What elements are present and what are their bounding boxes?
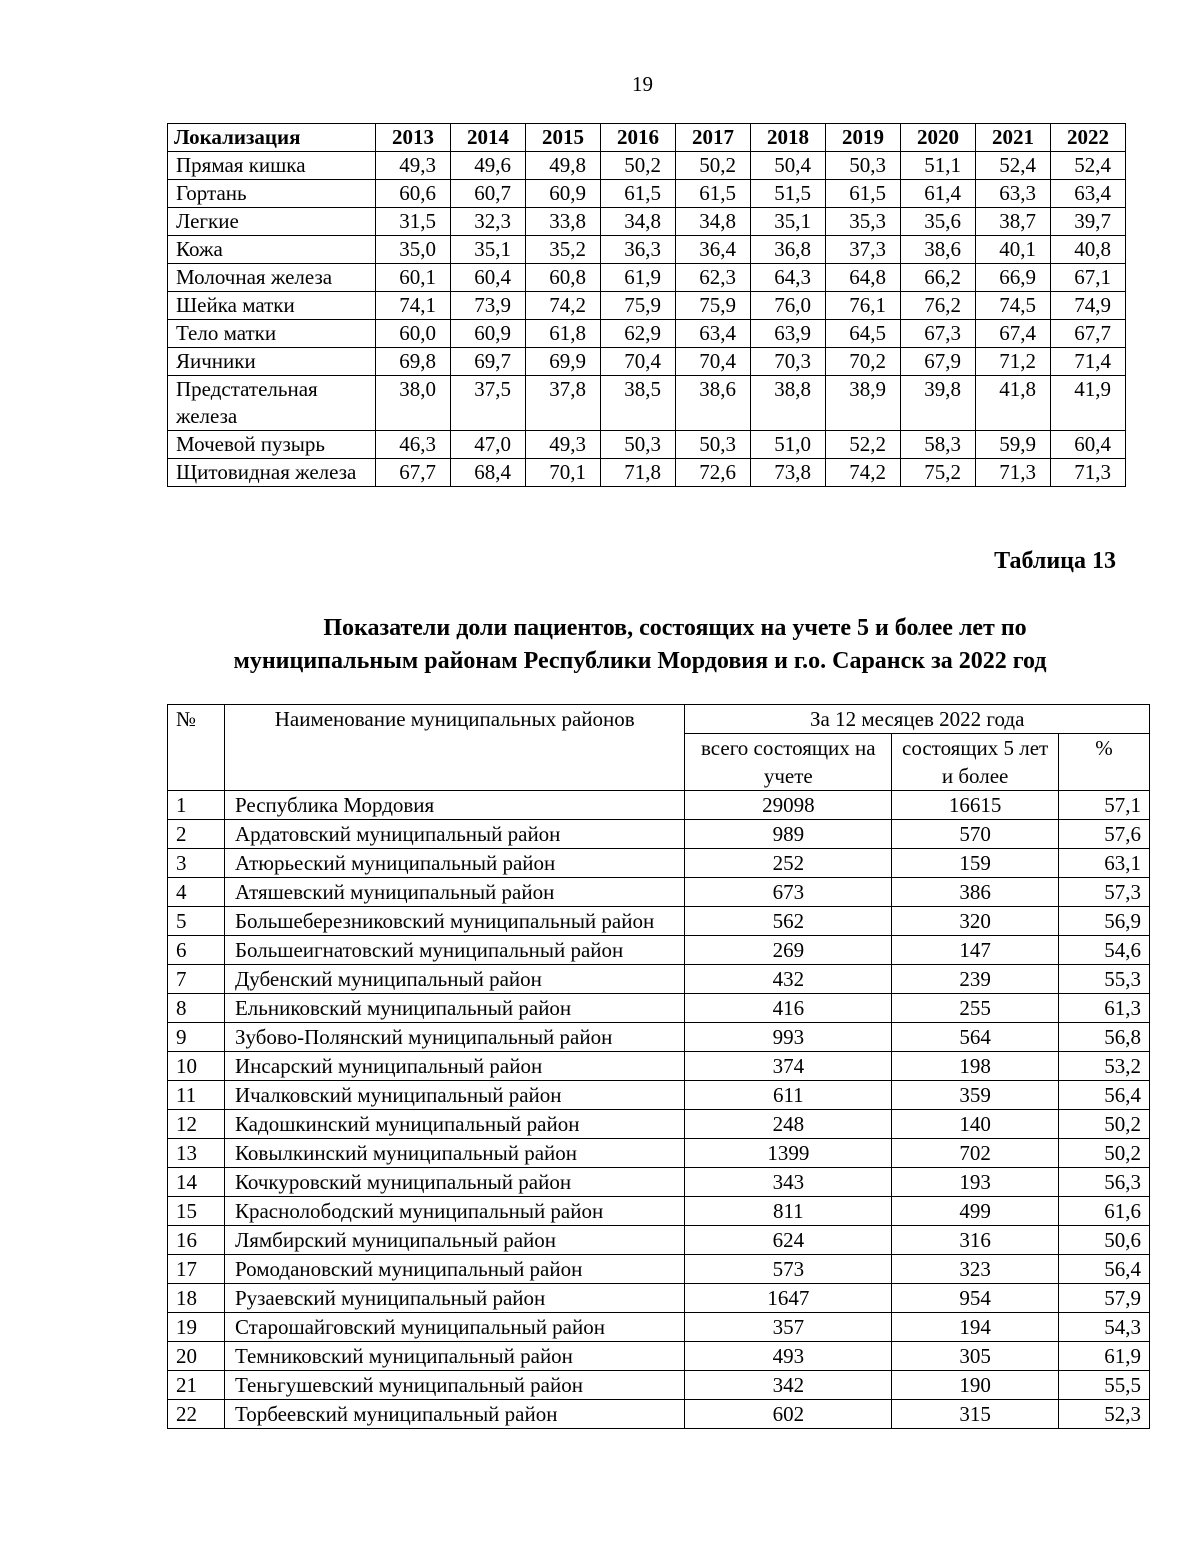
value-cell: 38,6	[901, 236, 976, 264]
value-cell: 60,9	[451, 320, 526, 348]
row-number: 17	[168, 1255, 225, 1284]
table-title	[160, 612, 1120, 678]
value-cell: 60,0	[376, 320, 451, 348]
over5-count: 315	[892, 1400, 1059, 1429]
value-cell: 70,4	[601, 348, 676, 376]
localization-label: Предстательная железа	[168, 376, 376, 431]
localization-table	[167, 123, 1126, 487]
value-cell: 70,4	[676, 348, 751, 376]
total-count: 989	[685, 820, 892, 849]
value-cell: 62,9	[601, 320, 676, 348]
value-cell: 33,8	[526, 208, 601, 236]
value-cell: 68,4	[451, 459, 526, 487]
total-count: 573	[685, 1255, 892, 1284]
header-total: всего состоящих на учете	[685, 734, 892, 791]
percent-value: 56,3	[1059, 1168, 1150, 1197]
value-cell: 67,7	[376, 459, 451, 487]
row-number: 11	[168, 1081, 225, 1110]
value-cell: 64,5	[826, 320, 901, 348]
value-cell: 70,2	[826, 348, 901, 376]
value-cell: 50,2	[601, 152, 676, 180]
total-count: 562	[685, 907, 892, 936]
total-count: 811	[685, 1197, 892, 1226]
district-name: Темниковский муниципальный район	[224, 1342, 684, 1371]
total-count: 1399	[685, 1139, 892, 1168]
value-cell: 35,3	[826, 208, 901, 236]
table-row	[168, 820, 1150, 849]
value-cell: 34,8	[601, 208, 676, 236]
row-number: 4	[168, 878, 225, 907]
table-row	[168, 1081, 1150, 1110]
header-year: 2017	[676, 124, 751, 152]
value-cell: 61,8	[526, 320, 601, 348]
table-row	[168, 1139, 1150, 1168]
percent-value: 57,1	[1059, 791, 1150, 820]
value-cell: 64,8	[826, 264, 901, 292]
header-district-name: Наименование муниципальных районов	[224, 705, 684, 791]
total-count: 602	[685, 1400, 892, 1429]
value-cell: 71,3	[976, 459, 1051, 487]
district-name: Большеигнатовский муниципальный район	[224, 936, 684, 965]
value-cell: 76,0	[751, 292, 826, 320]
row-number: 6	[168, 936, 225, 965]
value-cell: 35,1	[751, 208, 826, 236]
localization-table-body	[168, 152, 1126, 487]
district-name: Торбеевский муниципальный район	[224, 1400, 684, 1429]
total-count: 248	[685, 1110, 892, 1139]
percent-value: 55,5	[1059, 1371, 1150, 1400]
value-cell: 38,7	[976, 208, 1051, 236]
total-count: 993	[685, 1023, 892, 1052]
value-cell: 50,4	[751, 152, 826, 180]
header-year: 2013	[376, 124, 451, 152]
table-row	[168, 1110, 1150, 1139]
over5-count: 359	[892, 1081, 1059, 1110]
header-year: 2016	[601, 124, 676, 152]
value-cell: 63,4	[1051, 180, 1126, 208]
table-row	[168, 292, 1126, 320]
percent-value: 57,9	[1059, 1284, 1150, 1313]
district-name: Рузаевский муниципальный район	[224, 1284, 684, 1313]
value-cell: 49,3	[376, 152, 451, 180]
total-count: 29098	[685, 791, 892, 820]
table-row	[168, 236, 1126, 264]
over5-count: 570	[892, 820, 1059, 849]
value-cell: 34,8	[676, 208, 751, 236]
district-name: Зубово-Полянский муниципальный район	[224, 1023, 684, 1052]
value-cell: 38,0	[376, 376, 451, 431]
value-cell: 49,6	[451, 152, 526, 180]
localization-label: Яичники	[168, 348, 376, 376]
value-cell: 38,6	[676, 376, 751, 431]
localization-label: Прямая кишка	[168, 152, 376, 180]
value-cell: 61,5	[601, 180, 676, 208]
localization-label: Легкие	[168, 208, 376, 236]
value-cell: 50,3	[826, 152, 901, 180]
value-cell: 67,9	[901, 348, 976, 376]
value-cell: 38,8	[751, 376, 826, 431]
table-row	[168, 994, 1150, 1023]
district-name: Республика Мордовия	[224, 791, 684, 820]
over5-count: 194	[892, 1313, 1059, 1342]
value-cell: 39,8	[901, 376, 976, 431]
district-name: Инсарский муниципальный район	[224, 1052, 684, 1081]
over5-count: 159	[892, 849, 1059, 878]
value-cell: 71,4	[1051, 348, 1126, 376]
total-count: 357	[685, 1313, 892, 1342]
value-cell: 66,2	[901, 264, 976, 292]
value-cell: 59,9	[976, 431, 1051, 459]
header-over5: состоящих 5 лет и более	[892, 734, 1059, 791]
value-cell: 51,5	[751, 180, 826, 208]
header-year: 2022	[1051, 124, 1126, 152]
value-cell: 38,5	[601, 376, 676, 431]
localization-label: Мочевой пузырь	[168, 431, 376, 459]
value-cell: 52,4	[1051, 152, 1126, 180]
table-row	[168, 1197, 1150, 1226]
value-cell: 58,3	[901, 431, 976, 459]
table-title-line-2: муниципальным районам Республики Мордовия и г.о. Саранск за 2022 год	[233, 648, 1047, 674]
table-row	[168, 264, 1126, 292]
header-percent: %	[1059, 734, 1150, 791]
over5-count: 386	[892, 878, 1059, 907]
value-cell: 67,7	[1051, 320, 1126, 348]
value-cell: 36,4	[676, 236, 751, 264]
value-cell: 50,3	[601, 431, 676, 459]
value-cell: 63,4	[676, 320, 751, 348]
total-count: 269	[685, 936, 892, 965]
table-header-row	[168, 705, 1150, 734]
districts-table	[167, 704, 1150, 1429]
value-cell: 60,7	[451, 180, 526, 208]
total-count: 1647	[685, 1284, 892, 1313]
district-name: Кадошкинский муниципальный район	[224, 1110, 684, 1139]
header-localization: Локализация	[168, 124, 376, 152]
table-row	[168, 152, 1126, 180]
value-cell: 74,2	[826, 459, 901, 487]
value-cell: 75,9	[601, 292, 676, 320]
localization-label: Молочная железа	[168, 264, 376, 292]
value-cell: 35,0	[376, 236, 451, 264]
row-number: 19	[168, 1313, 225, 1342]
over5-count: 147	[892, 936, 1059, 965]
row-number: 13	[168, 1139, 225, 1168]
row-number: 14	[168, 1168, 225, 1197]
value-cell: 71,8	[601, 459, 676, 487]
value-cell: 37,8	[526, 376, 601, 431]
value-cell: 67,3	[901, 320, 976, 348]
table-title-line-1: Показатели доли пациентов, состоящих на учете 5 и более лет по	[323, 615, 1027, 641]
percent-value: 52,3	[1059, 1400, 1150, 1429]
header-year: 2020	[901, 124, 976, 152]
table-row	[168, 907, 1150, 936]
over5-count: 499	[892, 1197, 1059, 1226]
district-name: Ромодановский муниципальный район	[224, 1255, 684, 1284]
percent-value: 53,2	[1059, 1052, 1150, 1081]
over5-count: 305	[892, 1342, 1059, 1371]
value-cell: 60,9	[526, 180, 601, 208]
row-number: 12	[168, 1110, 225, 1139]
value-cell: 76,2	[901, 292, 976, 320]
percent-value: 50,2	[1059, 1110, 1150, 1139]
value-cell: 74,5	[976, 292, 1051, 320]
over5-count: 190	[892, 1371, 1059, 1400]
table-row	[168, 1284, 1150, 1313]
row-number: 2	[168, 820, 225, 849]
percent-value: 50,2	[1059, 1139, 1150, 1168]
value-cell: 50,3	[676, 431, 751, 459]
value-cell: 73,9	[451, 292, 526, 320]
district-name: Ковылкинский муниципальный район	[224, 1139, 684, 1168]
table-row	[168, 1342, 1150, 1371]
over5-count: 316	[892, 1226, 1059, 1255]
table-row	[168, 1313, 1150, 1342]
value-cell: 63,3	[976, 180, 1051, 208]
value-cell: 39,7	[1051, 208, 1126, 236]
value-cell: 66,9	[976, 264, 1051, 292]
percent-value: 55,3	[1059, 965, 1150, 994]
district-name: Дубенский муниципальный район	[224, 965, 684, 994]
table-row	[168, 180, 1126, 208]
total-count: 624	[685, 1226, 892, 1255]
value-cell: 37,5	[451, 376, 526, 431]
table-row	[168, 849, 1150, 878]
over5-count: 702	[892, 1139, 1059, 1168]
value-cell: 67,1	[1051, 264, 1126, 292]
district-name: Ельниковский муниципальный район	[224, 994, 684, 1023]
table-row	[168, 1400, 1150, 1429]
district-name: Ардатовский муниципальный район	[224, 820, 684, 849]
value-cell: 31,5	[376, 208, 451, 236]
row-number: 22	[168, 1400, 225, 1429]
value-cell: 69,9	[526, 348, 601, 376]
table-row	[168, 965, 1150, 994]
value-cell: 35,6	[901, 208, 976, 236]
total-count: 673	[685, 878, 892, 907]
value-cell: 71,2	[976, 348, 1051, 376]
value-cell: 35,1	[451, 236, 526, 264]
row-number: 7	[168, 965, 225, 994]
over5-count: 16615	[892, 791, 1059, 820]
over5-count: 954	[892, 1284, 1059, 1313]
value-cell: 61,4	[901, 180, 976, 208]
row-number: 21	[168, 1371, 225, 1400]
value-cell: 74,2	[526, 292, 601, 320]
over5-count: 323	[892, 1255, 1059, 1284]
percent-value: 56,8	[1059, 1023, 1150, 1052]
table-row	[168, 376, 1126, 431]
value-cell: 69,7	[451, 348, 526, 376]
value-cell: 49,8	[526, 152, 601, 180]
page-number: 19	[632, 72, 653, 96]
value-cell: 75,2	[901, 459, 976, 487]
value-cell: 60,8	[526, 264, 601, 292]
localization-label: Гортань	[168, 180, 376, 208]
value-cell: 63,9	[751, 320, 826, 348]
over5-count: 320	[892, 907, 1059, 936]
header-period: За 12 месяцев 2022 года	[685, 705, 1150, 734]
row-number: 16	[168, 1226, 225, 1255]
value-cell: 40,8	[1051, 236, 1126, 264]
value-cell: 35,2	[526, 236, 601, 264]
value-cell: 50,2	[676, 152, 751, 180]
row-number: 15	[168, 1197, 225, 1226]
table-row	[168, 208, 1126, 236]
value-cell: 75,9	[676, 292, 751, 320]
table-row	[168, 459, 1126, 487]
percent-value: 56,4	[1059, 1081, 1150, 1110]
district-name: Большеберезниковский муниципальный район	[224, 907, 684, 936]
value-cell: 51,1	[901, 152, 976, 180]
localization-label: Шейка матки	[168, 292, 376, 320]
over5-count: 564	[892, 1023, 1059, 1052]
percent-value: 61,6	[1059, 1197, 1150, 1226]
total-count: 432	[685, 965, 892, 994]
value-cell: 60,4	[1051, 431, 1126, 459]
header-number: №	[168, 705, 225, 791]
percent-value: 57,6	[1059, 820, 1150, 849]
value-cell: 46,3	[376, 431, 451, 459]
over5-count: 193	[892, 1168, 1059, 1197]
row-number: 8	[168, 994, 225, 1023]
value-cell: 72,6	[676, 459, 751, 487]
over5-count: 140	[892, 1110, 1059, 1139]
percent-value: 54,3	[1059, 1313, 1150, 1342]
table-label: Таблица 13	[994, 548, 1116, 574]
value-cell: 51,0	[751, 431, 826, 459]
total-count: 611	[685, 1081, 892, 1110]
table-row	[168, 1168, 1150, 1197]
table-header-row	[168, 124, 1126, 152]
table-row	[168, 1023, 1150, 1052]
district-name: Теньгушевский муниципальный район	[224, 1371, 684, 1400]
table-row	[168, 1371, 1150, 1400]
value-cell: 67,4	[976, 320, 1051, 348]
value-cell: 62,3	[676, 264, 751, 292]
value-cell: 61,5	[676, 180, 751, 208]
value-cell: 70,1	[526, 459, 601, 487]
percent-value: 54,6	[1059, 936, 1150, 965]
value-cell: 61,9	[601, 264, 676, 292]
district-name: Атюрьеский муниципальный район	[224, 849, 684, 878]
value-cell: 36,3	[601, 236, 676, 264]
value-cell: 71,3	[1051, 459, 1126, 487]
value-cell: 69,8	[376, 348, 451, 376]
total-count: 493	[685, 1342, 892, 1371]
header-year: 2014	[451, 124, 526, 152]
header-year: 2018	[751, 124, 826, 152]
percent-value: 56,4	[1059, 1255, 1150, 1284]
value-cell: 47,0	[451, 431, 526, 459]
district-name: Ичалковский муниципальный район	[224, 1081, 684, 1110]
row-number: 3	[168, 849, 225, 878]
over5-count: 239	[892, 965, 1059, 994]
header-year: 2021	[976, 124, 1051, 152]
percent-value: 63,1	[1059, 849, 1150, 878]
value-cell: 37,3	[826, 236, 901, 264]
value-cell: 60,4	[451, 264, 526, 292]
value-cell: 41,8	[976, 376, 1051, 431]
value-cell: 36,8	[751, 236, 826, 264]
total-count: 343	[685, 1168, 892, 1197]
total-count: 416	[685, 994, 892, 1023]
table-row	[168, 320, 1126, 348]
percent-value: 50,6	[1059, 1226, 1150, 1255]
percent-value: 61,9	[1059, 1342, 1150, 1371]
table-row	[168, 348, 1126, 376]
value-cell: 74,1	[376, 292, 451, 320]
value-cell: 52,2	[826, 431, 901, 459]
value-cell: 38,9	[826, 376, 901, 431]
localization-label: Щитовидная железа	[168, 459, 376, 487]
row-number: 5	[168, 907, 225, 936]
row-number: 10	[168, 1052, 225, 1081]
row-number: 20	[168, 1342, 225, 1371]
row-number: 9	[168, 1023, 225, 1052]
value-cell: 73,8	[751, 459, 826, 487]
value-cell: 74,9	[1051, 292, 1126, 320]
row-number: 18	[168, 1284, 225, 1313]
row-number: 1	[168, 791, 225, 820]
percent-value: 61,3	[1059, 994, 1150, 1023]
value-cell: 70,3	[751, 348, 826, 376]
district-name: Старошайговский муниципальный район	[224, 1313, 684, 1342]
value-cell: 64,3	[751, 264, 826, 292]
header-year: 2019	[826, 124, 901, 152]
table-row	[168, 1226, 1150, 1255]
district-name: Атяшевский муниципальный район	[224, 878, 684, 907]
districts-table-body	[168, 791, 1150, 1429]
value-cell: 52,4	[976, 152, 1051, 180]
value-cell: 32,3	[451, 208, 526, 236]
table-row	[168, 1052, 1150, 1081]
total-count: 374	[685, 1052, 892, 1081]
table-row	[168, 431, 1126, 459]
percent-value: 56,9	[1059, 907, 1150, 936]
value-cell: 40,1	[976, 236, 1051, 264]
value-cell: 60,6	[376, 180, 451, 208]
district-name: Краснолободский муниципальный район	[224, 1197, 684, 1226]
header-year: 2015	[526, 124, 601, 152]
total-count: 252	[685, 849, 892, 878]
total-count: 342	[685, 1371, 892, 1400]
value-cell: 41,9	[1051, 376, 1126, 431]
table-row	[168, 936, 1150, 965]
value-cell: 61,5	[826, 180, 901, 208]
table-row	[168, 1255, 1150, 1284]
district-name: Лямбирский муниципальный район	[224, 1226, 684, 1255]
district-name: Кочкуровский муниципальный район	[224, 1168, 684, 1197]
localization-label: Кожа	[168, 236, 376, 264]
over5-count: 198	[892, 1052, 1059, 1081]
value-cell: 49,3	[526, 431, 601, 459]
table-row	[168, 878, 1150, 907]
table-row	[168, 791, 1150, 820]
over5-count: 255	[892, 994, 1059, 1023]
value-cell: 60,1	[376, 264, 451, 292]
percent-value: 57,3	[1059, 878, 1150, 907]
localization-label: Тело матки	[168, 320, 376, 348]
value-cell: 76,1	[826, 292, 901, 320]
